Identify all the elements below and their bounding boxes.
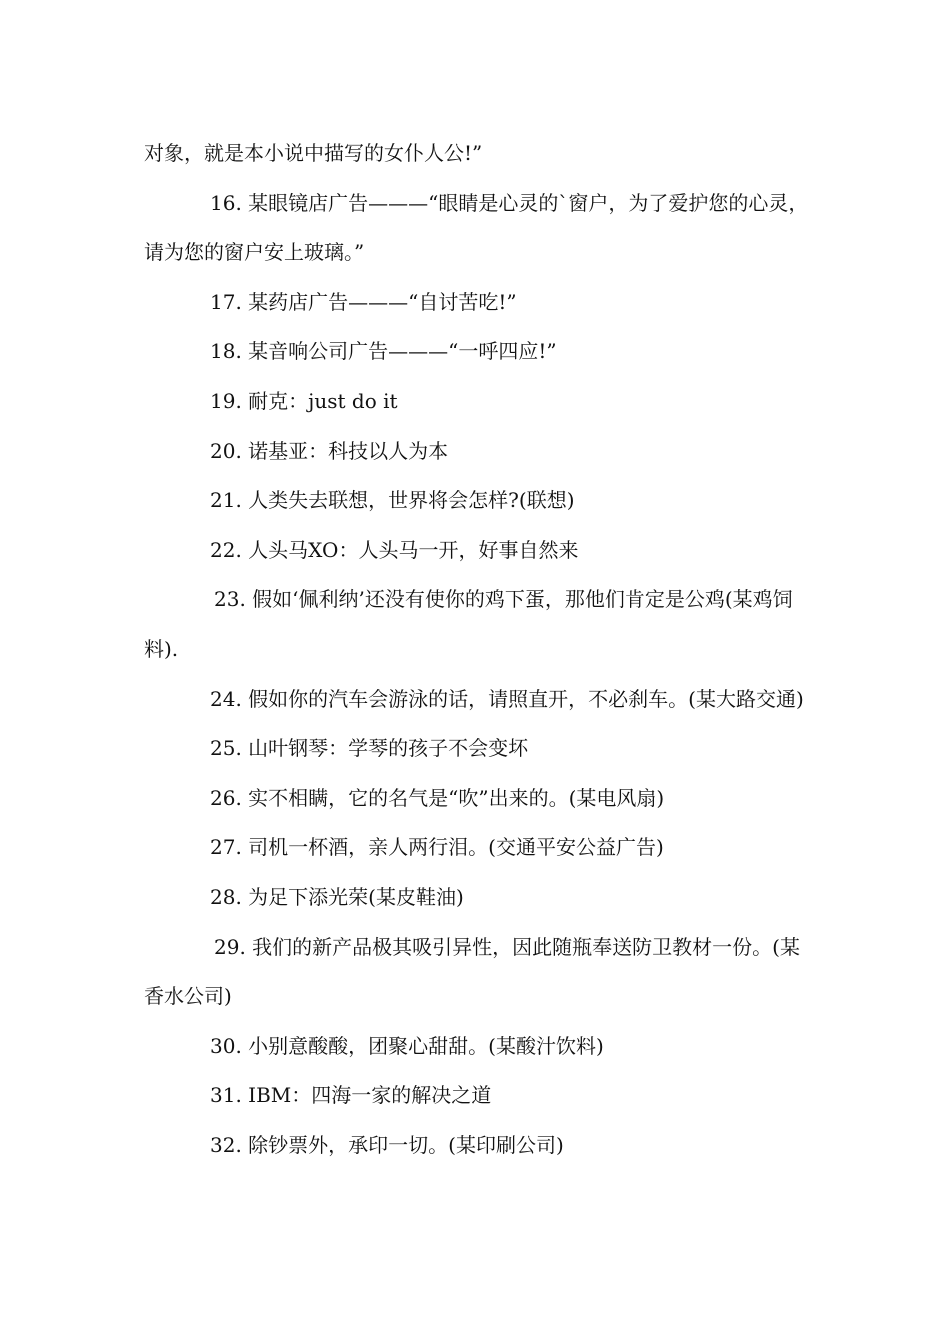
list-item-24: 24. 假如你的汽车会游泳的话，请照直开，不必刹车。(某大路交通) (210, 686, 804, 711)
list-item-21: 21. 人类失去联想，世界将会怎样?(联想) (210, 488, 575, 513)
list-item-30: 30. 小别意酸酸，团聚心甜甜。(某酸汁饮料) (210, 1033, 604, 1058)
list-item-32: 32. 除钞票外，承印一切。(某印刷公司) (210, 1132, 564, 1157)
paragraph-continuation: 对象，就是本小说中描写的女仆人公!” (144, 141, 483, 165)
document-body (144, 129, 809, 1170)
list-item-19: 19. 耐克：just do it (210, 388, 398, 413)
list-item-31: 31. IBM：四海一家的解决之道 (210, 1083, 492, 1108)
list-item-22: 22. 人头马XO：人头马一开，好事自然来 (210, 537, 579, 562)
list-item-26: 26. 实不相瞒，它的名气是“吹”出来的。(某电风扇) (210, 785, 665, 810)
list-item-25: 25. 山叶钢琴：学琴的孩子不会变坏 (210, 736, 529, 761)
list-item-18: 18. 某音响公司广告———“一呼四应!” (210, 339, 557, 364)
list-item-16: 16. 某眼镜店广告———“眼睛是心灵的`窗户，为了爱护您的心灵，请为您的窗户安上玻璃。” (144, 190, 809, 265)
list-item-20: 20. 诺基亚：科技以人为本 (210, 438, 449, 463)
list-item-29: 29. 我们的新产品极其吸引异性，因此随瓶奉送防卫教材一份。(某香水公司) (144, 934, 800, 1009)
list-item-17: 17. 某药店广告———“自讨苦吃!” (210, 289, 517, 314)
list-item-28: 28. 为足下添光荣(某皮鞋油) (210, 884, 464, 909)
list-item-27: 27. 司机一杯酒，亲人两行泪。(交通平安公益广告) (210, 835, 664, 860)
list-item-23: 23. 假如‘佩利纳’还没有使你的鸡下蛋，那他们肯定是公鸡(某鸡饲料). (144, 587, 793, 661)
